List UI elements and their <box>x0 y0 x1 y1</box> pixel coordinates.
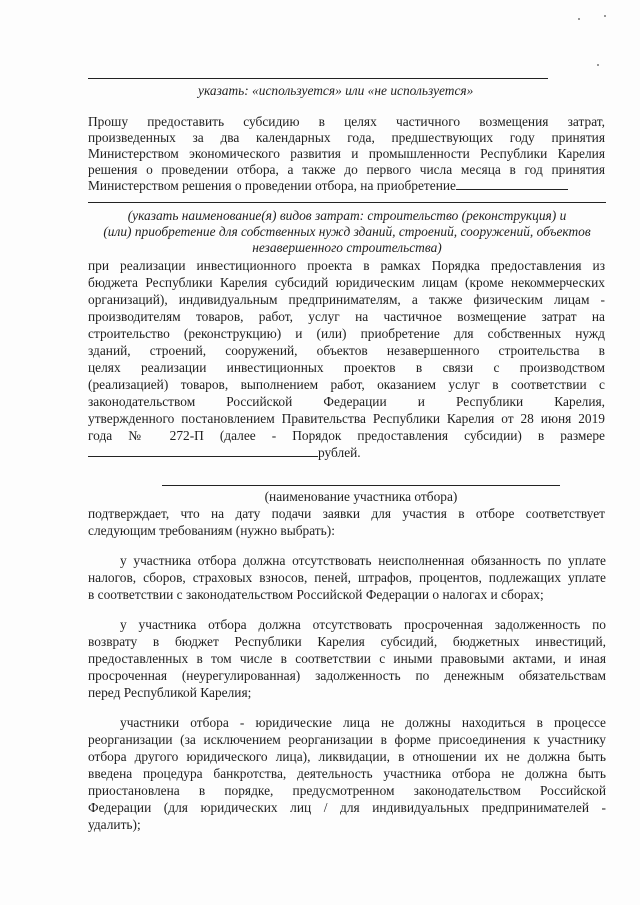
text-line: организаций), индивидуальным предпринимателям, а также физическим лицам - <box>88 292 605 307</box>
text-line: строительство (реконструкцию) и (или) приобретение для собственных нужд <box>88 326 605 341</box>
text-line: подтверждает, что на дату подачи заявки для участия в отборе соответствует <box>88 506 605 521</box>
text-line <box>88 445 361 460</box>
usage-blank-line <box>88 78 548 79</box>
text-line: перед Республикой Карелия; <box>88 685 252 700</box>
text-line-content: Министерством решения о проведении отбора, на приобретение <box>88 178 456 193</box>
scan-speck <box>578 18 580 20</box>
amount-blank <box>88 445 318 457</box>
cost-note-line: (или) приобретение для собственных нужд зданий, строений, сооружений, объектов <box>103 224 591 239</box>
scan-speck <box>604 15 606 17</box>
text-line: в соответствии с законодательством Российской Федерации о налогах и сборах; <box>88 587 544 602</box>
participant-caption: (наименование участника отбора) <box>264 489 458 504</box>
text-line <box>88 178 568 193</box>
text-line: просроченная (неурегулированная) задолженность по денежным обязательствам <box>88 668 606 683</box>
text-line: законодательством Российской Федерации и Республики Карелия, <box>88 394 605 409</box>
text-line: реорганизации (за исключением реорганизации в форме присоединения к участнику <box>88 732 606 747</box>
text-line: утвержденного постановлением Правительства Республики Карелия от 28 июня 2019 <box>88 411 605 426</box>
text-line: произведенных за два календарных года, предшествующих году принятия <box>88 130 605 145</box>
cost-blank-line <box>88 202 606 203</box>
text-line: бюджета Республики Карелия субсидий юридическим лицам (кроме некоммерческих <box>88 275 605 290</box>
cost-note-line: незавершенного строительства) <box>252 240 442 255</box>
text-line: у участника отбора должна отсутствовать неисполненная обязанность по уплате <box>120 553 606 568</box>
text-line: предоставленных в том числе в соответствии с иными правовыми актами, и иная <box>88 651 606 666</box>
text-line: налогов, сборов, страховых взносов, пеней, штрафов, процентов, подлежащих уплате <box>88 570 606 585</box>
text-line: целях реализации инвестиционных проектов в связи с производством <box>88 360 605 375</box>
text-line: введена процедура банкротства, деятельность участника отбора не должна быть <box>88 766 606 781</box>
text-line: производителям товаров, работ, услуг на частичное возмещение затрат на <box>88 309 605 324</box>
text-line: отбора другого юридического лица), ликвидации, в отношении их не должна быть <box>88 749 606 764</box>
rubles-label: рублей. <box>318 445 361 460</box>
text-line: приостановлена в порядке, предусмотренном законодательством Российской <box>88 783 606 798</box>
cost-blank <box>456 178 568 190</box>
text-line: Прошу предоставить субсидию в целях частичного возмещения затрат, <box>88 114 605 129</box>
text-line: удалить); <box>88 817 141 832</box>
cost-note-line: (указать наименование(я) видов затрат: строительство (реконструкция) и <box>127 208 567 223</box>
text-line: зданий, строений, сооружений, объектов незавершенного строительства в <box>88 343 605 358</box>
text-line: решения о проведении отбора, а также до первого числа месяца в год принятия <box>88 162 605 177</box>
text-line: при реализации инвестиционного проекта в рамках Порядка предоставления из <box>88 258 605 273</box>
text-line: следующим требованиям (нужно выбрать): <box>88 523 335 538</box>
participant-blank-line <box>162 485 560 486</box>
scan-speck <box>597 64 599 66</box>
text-line: Министерством экономического развития и промышленности Республики Карелия <box>88 146 605 161</box>
text-line: (реализацией) товаров, выполнением работ, оказанием услуг в соответствии с <box>88 377 605 392</box>
text-line: Федерации (для юридических лиц / для индивидуальных предпринимателей - <box>88 800 606 815</box>
text-line: у участника отбора должна отсутствовать просроченная задолженность по <box>120 617 606 632</box>
text-line: года № 272-П (далее - Порядок предоставления субсидии) в размере <box>88 428 605 443</box>
usage-note: указать: «используется» или «не используется» <box>198 83 474 98</box>
text-line: участники отбора - юридические лица не должны находиться в процессе <box>120 715 606 730</box>
text-line: возврату в бюджет Республики Карелия субсидий, бюджетных инвестиций, <box>88 634 606 649</box>
